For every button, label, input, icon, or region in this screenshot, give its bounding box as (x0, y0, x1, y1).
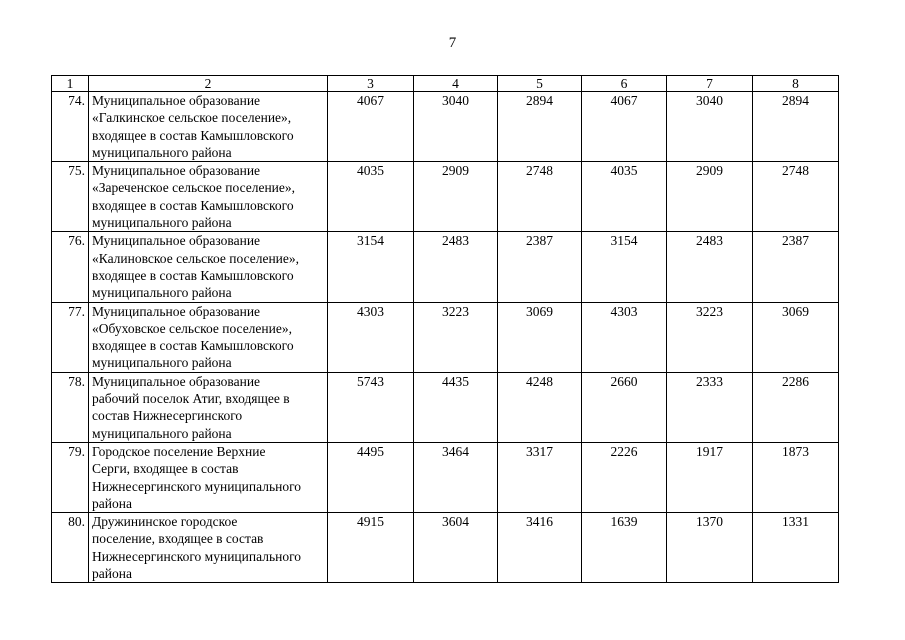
value-cell: 2226 (582, 442, 667, 512)
value-cell: 4435 (414, 372, 498, 442)
column-header: 2 (89, 76, 328, 92)
value-cell: 3040 (667, 92, 753, 162)
value-cell: 3223 (414, 302, 498, 372)
row-number: 76. (52, 232, 89, 302)
value-cell: 2894 (753, 92, 839, 162)
column-header: 4 (414, 76, 498, 92)
value-cell: 2909 (414, 162, 498, 232)
municipality-name: Муниципальное образование «Калиновское сельское поселение», входящее в состав Камышловского муниципального района (89, 232, 328, 302)
value-cell: 2483 (667, 232, 753, 302)
data-table (51, 75, 839, 583)
page-number: 7 (448, 35, 457, 51)
value-cell: 3317 (498, 442, 582, 512)
table-row (52, 232, 839, 302)
value-cell: 4067 (328, 92, 414, 162)
table-row (52, 513, 839, 583)
municipality-name: Муниципальное образование «Галкинское сельское поселение», входящее в состав Камышловского муниципального района (89, 92, 328, 162)
value-cell: 5743 (328, 372, 414, 442)
row-number: 78. (52, 372, 89, 442)
value-cell: 3040 (414, 92, 498, 162)
value-cell: 4303 (328, 302, 414, 372)
value-cell: 3154 (582, 232, 667, 302)
municipality-name: Муниципальное образование рабочий поселок Атиг, входящее в состав Нижнесергинского муниципального района (89, 372, 328, 442)
column-header: 3 (328, 76, 414, 92)
column-header: 8 (753, 76, 839, 92)
value-cell: 1370 (667, 513, 753, 583)
row-number: 80. (52, 513, 89, 583)
table-row (52, 162, 839, 232)
value-cell: 3464 (414, 442, 498, 512)
column-header: 5 (498, 76, 582, 92)
value-cell: 1331 (753, 513, 839, 583)
value-cell: 4248 (498, 372, 582, 442)
value-cell: 3069 (498, 302, 582, 372)
value-cell: 3416 (498, 513, 582, 583)
value-cell: 3069 (753, 302, 839, 372)
municipality-name: Городское поселение Верхние Серги, входящее в состав Нижнесергинского муниципального района (89, 442, 328, 512)
table-row (52, 302, 839, 372)
value-cell: 4303 (582, 302, 667, 372)
value-cell: 2483 (414, 232, 498, 302)
row-number: 79. (52, 442, 89, 512)
value-cell: 4035 (582, 162, 667, 232)
value-cell: 3223 (667, 302, 753, 372)
value-cell: 1917 (667, 442, 753, 512)
row-number: 75. (52, 162, 89, 232)
value-cell: 4035 (328, 162, 414, 232)
row-number: 74. (52, 92, 89, 162)
value-cell: 2748 (753, 162, 839, 232)
column-header: 1 (52, 76, 89, 92)
value-cell: 2894 (498, 92, 582, 162)
municipality-name: Муниципальное образование «Зареченское сельское поселение», входящее в состав Камышловского муниципального района (89, 162, 328, 232)
municipality-name: Дружининское городское поселение, входящее в состав Нижнесергинского муниципального района (89, 513, 328, 583)
value-cell: 4495 (328, 442, 414, 512)
table-row (52, 92, 839, 162)
value-cell: 2387 (753, 232, 839, 302)
column-header: 6 (582, 76, 667, 92)
municipality-name: Муниципальное образование «Обуховское сельское поселение», входящее в состав Камышловского муниципального района (89, 302, 328, 372)
table-row (52, 442, 839, 512)
value-cell: 3604 (414, 513, 498, 583)
row-number: 77. (52, 302, 89, 372)
value-cell: 1873 (753, 442, 839, 512)
header-row (52, 76, 839, 92)
value-cell: 2286 (753, 372, 839, 442)
value-cell: 1639 (582, 513, 667, 583)
value-cell: 2387 (498, 232, 582, 302)
table-row (52, 372, 839, 442)
value-cell: 2333 (667, 372, 753, 442)
value-cell: 2909 (667, 162, 753, 232)
value-cell: 2748 (498, 162, 582, 232)
column-header: 7 (667, 76, 753, 92)
value-cell: 2660 (582, 372, 667, 442)
value-cell: 3154 (328, 232, 414, 302)
value-cell: 4915 (328, 513, 414, 583)
value-cell: 4067 (582, 92, 667, 162)
